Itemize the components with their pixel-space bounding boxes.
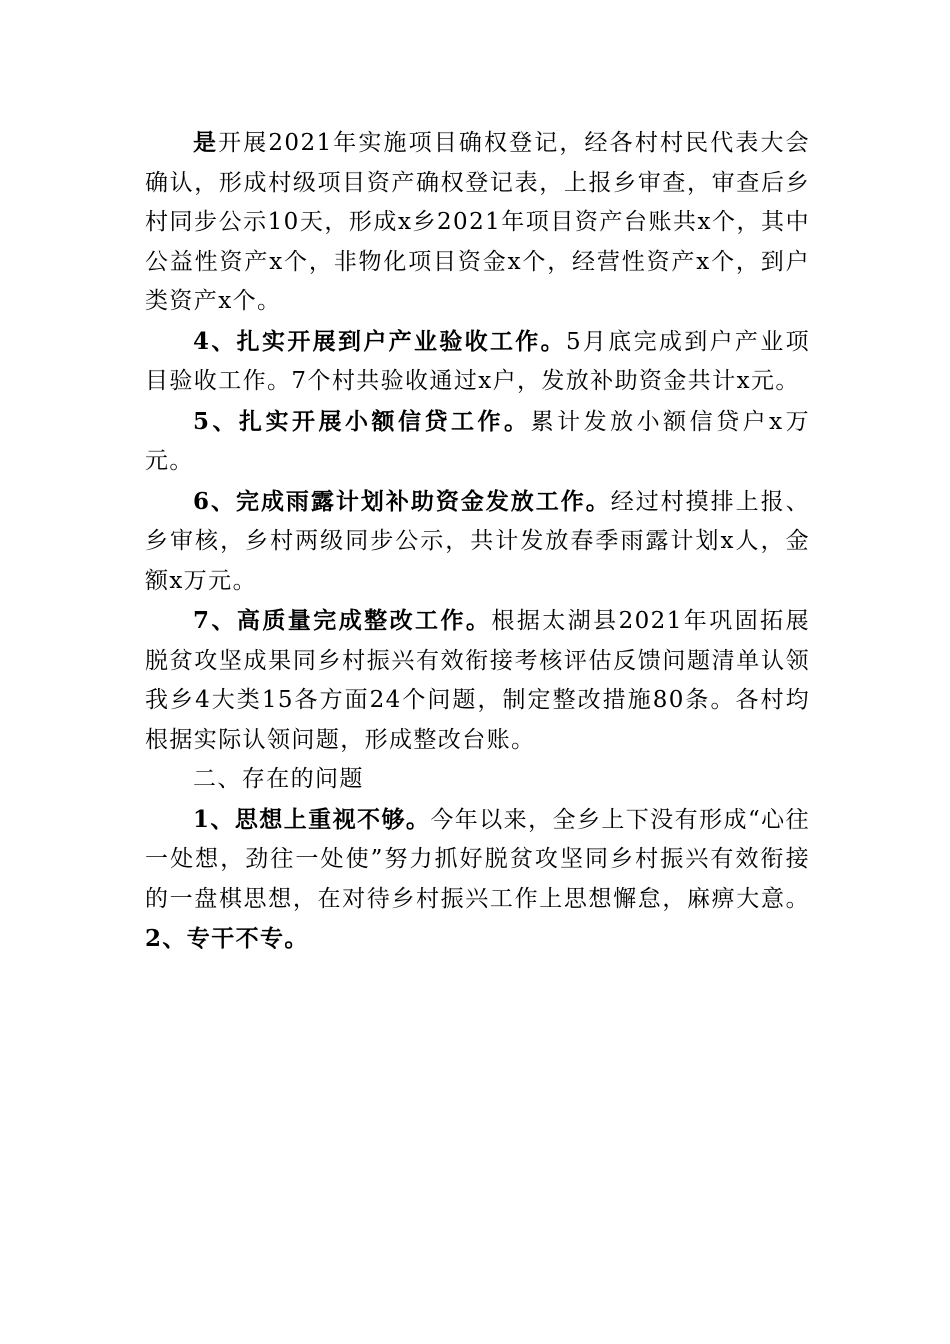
document-body	[145, 123, 810, 960]
paragraph-industry-acceptance	[145, 322, 810, 402]
paragraph-insufficient-attention	[145, 800, 810, 960]
paragraph-text: 开展2021年实施项目确权登记，经各村村民代表大会确认，形成村级项目资产确权登记表，上报乡审查，审查后乡村同步公示10天，形成x乡2021年项目资产台账共x个，其中公益性资产x个，非物化项目资金x个，经营性资产x个，到户类资产x个。	[145, 130, 810, 314]
paragraph-text: 今年以来，全乡上下没有形成“心往一处想，劲往一处使”努力抓好脱贫攻坚同乡村振兴有效衔接的一盘棋思想，在对待乡村振兴工作上思想懈怠，麻痹大意。	[145, 806, 810, 912]
paragraph-heading: 4、扎实开展到户产业验收工作。	[193, 327, 566, 355]
paragraph-heading: 7、高质量完成整改工作。	[193, 607, 492, 634]
paragraph-text: 累计发放小额信贷户x万元。	[145, 408, 810, 474]
paragraph-rectification	[145, 601, 810, 760]
paragraph-text: 5月底完成到户产业项目验收工作。7个村共验收通过x户，发放补助资金共计x元。	[145, 328, 810, 394]
section-heading-text: 二、存在的问题	[193, 766, 364, 792]
paragraph-microcredit	[145, 402, 810, 482]
paragraph-text: 经过村摸排上报、乡审核，乡村两级同步公示，共计发放春季雨露计划x人，金额x万元。	[145, 488, 810, 594]
section-heading-problems	[145, 760, 810, 800]
paragraph-heading: 5、扎实开展小额信贷工作。	[193, 407, 531, 435]
paragraph-yulu-plan	[145, 482, 810, 602]
paragraph-tail-heading: 2、专干不专。	[145, 925, 309, 952]
paragraph-asset-registration	[145, 123, 810, 322]
paragraph-heading: 1、思想上重视不够。	[193, 805, 431, 833]
paragraph-heading: 6、完成雨露计划补助资金发放工作。	[193, 487, 611, 515]
paragraph-text: 根据太湖县2021年巩固拓展脱贫攻坚成果同乡村振兴有效衔接考核评估反馈问题清单认领我乡4大类15各方面24个问题，制定整改措施80条。各村均根据实际认领问题，形成整改台账。	[145, 608, 810, 753]
paragraph-lead: 是	[193, 129, 219, 156]
